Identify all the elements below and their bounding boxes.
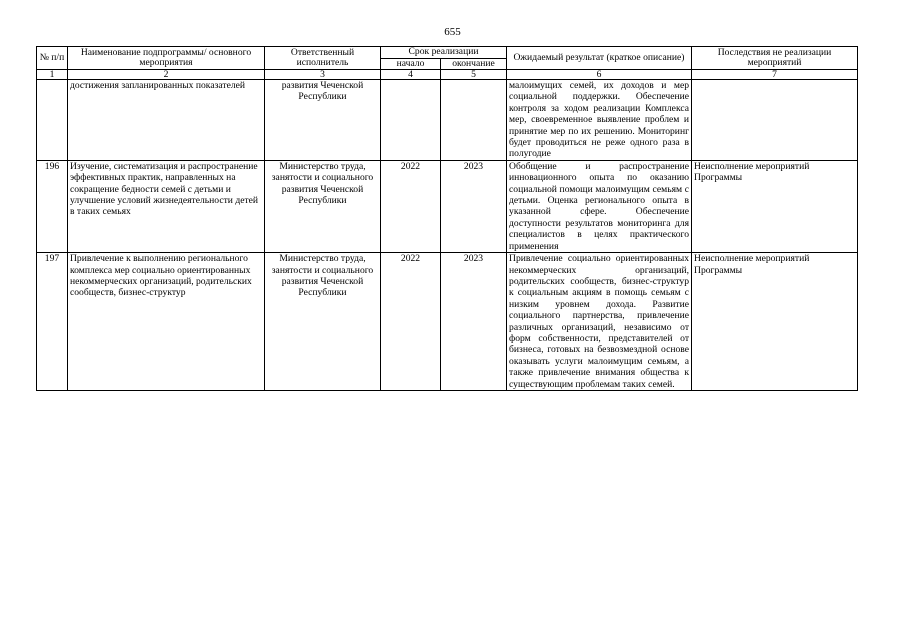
header-name: Наименование подпрограммы/ основного мероприятия bbox=[68, 47, 265, 70]
column-number: 6 bbox=[507, 70, 692, 80]
row-consequence bbox=[692, 80, 858, 161]
table-row bbox=[37, 80, 858, 161]
row-number: 197 bbox=[37, 253, 68, 391]
row-number bbox=[37, 80, 68, 161]
column-number: 4 bbox=[381, 70, 441, 80]
header-consequence: Последствия не реализации мероприятий bbox=[692, 47, 858, 70]
row-consequence: Неисполнение мероприятий Программы bbox=[692, 160, 858, 252]
row-name: Изучение, систематизация и распространение эффективных практик, направленных на сокращение бедности семей с детьми и улучшение условий жизнедеятельности детей в таких семьях bbox=[68, 160, 265, 252]
column-number: 5 bbox=[441, 70, 507, 80]
row-result: малоимущих семей, их доходов и мер социальной поддержки. Обеспечение контроля за ходом реализации Комплекса мер, своевременное выявление проблем и принятие мер по их решению. Мониторинг будет проводиться не реже одного раза в полугодие bbox=[507, 80, 692, 161]
row-end: 2023 bbox=[441, 253, 507, 391]
page-number: 655 bbox=[444, 26, 461, 38]
row-start: 2022 bbox=[381, 253, 441, 391]
header-start: начало bbox=[381, 58, 441, 70]
header-num: № п/п bbox=[37, 47, 68, 70]
column-number: 2 bbox=[68, 70, 265, 80]
header-period: Срок реализации bbox=[381, 47, 507, 59]
row-name: достижения запланированных показателей bbox=[68, 80, 265, 161]
row-consequence: Неисполнение мероприятий Программы bbox=[692, 253, 858, 391]
row-start bbox=[381, 80, 441, 161]
program-table bbox=[36, 46, 858, 391]
column-number: 1 bbox=[37, 70, 68, 80]
row-result: Привлечение социально ориентированных некоммерческих организаций, родительских сообществ, бизнес-структур к социальным акциям в помощь семьям с низким уровнем дохода. Развитие социального партнерства, привлечение различных организаций, независимо от форм собственности, представителей от бизнеса, готовых на безвозмездной основе оказывать услуги малоимущим семьям, а также привлечение внимания общества к существующим проблемам таких семей. bbox=[507, 253, 692, 391]
row-number: 196 bbox=[37, 160, 68, 252]
row-responsible: развития Чеченской Республики bbox=[265, 80, 381, 161]
table-row bbox=[37, 160, 858, 252]
row-result: Обобщение и распространение инновационного опыта по оказанию социальной помощи малоимущим семьям с детьми. Оценка регионального опыта в указанной сфере. Обеспечение доступности результатов мониторинга для специалистов в целях практического применения bbox=[507, 160, 692, 252]
column-number: 3 bbox=[265, 70, 381, 80]
row-start: 2022 bbox=[381, 160, 441, 252]
column-number: 7 bbox=[692, 70, 858, 80]
row-end: 2023 bbox=[441, 160, 507, 252]
header-result: Ожидаемый результат (краткое описание) bbox=[507, 47, 692, 70]
row-name: Привлечение к выполнению регионального комплекса мер социально ориентированных некоммерческих организаций, родительских сообществ, бизнес-структур bbox=[68, 253, 265, 391]
row-end bbox=[441, 80, 507, 161]
header-responsible: Ответственный исполнитель bbox=[265, 47, 381, 70]
row-responsible: Министерство труда, занятости и социального развития Чеченской Республики bbox=[265, 160, 381, 252]
table-row bbox=[37, 253, 858, 391]
header-row bbox=[37, 47, 858, 59]
row-responsible: Министерство труда, занятости и социального развития Чеченской Республики bbox=[265, 253, 381, 391]
header-end: окончание bbox=[441, 58, 507, 70]
column-number-row bbox=[37, 70, 858, 80]
